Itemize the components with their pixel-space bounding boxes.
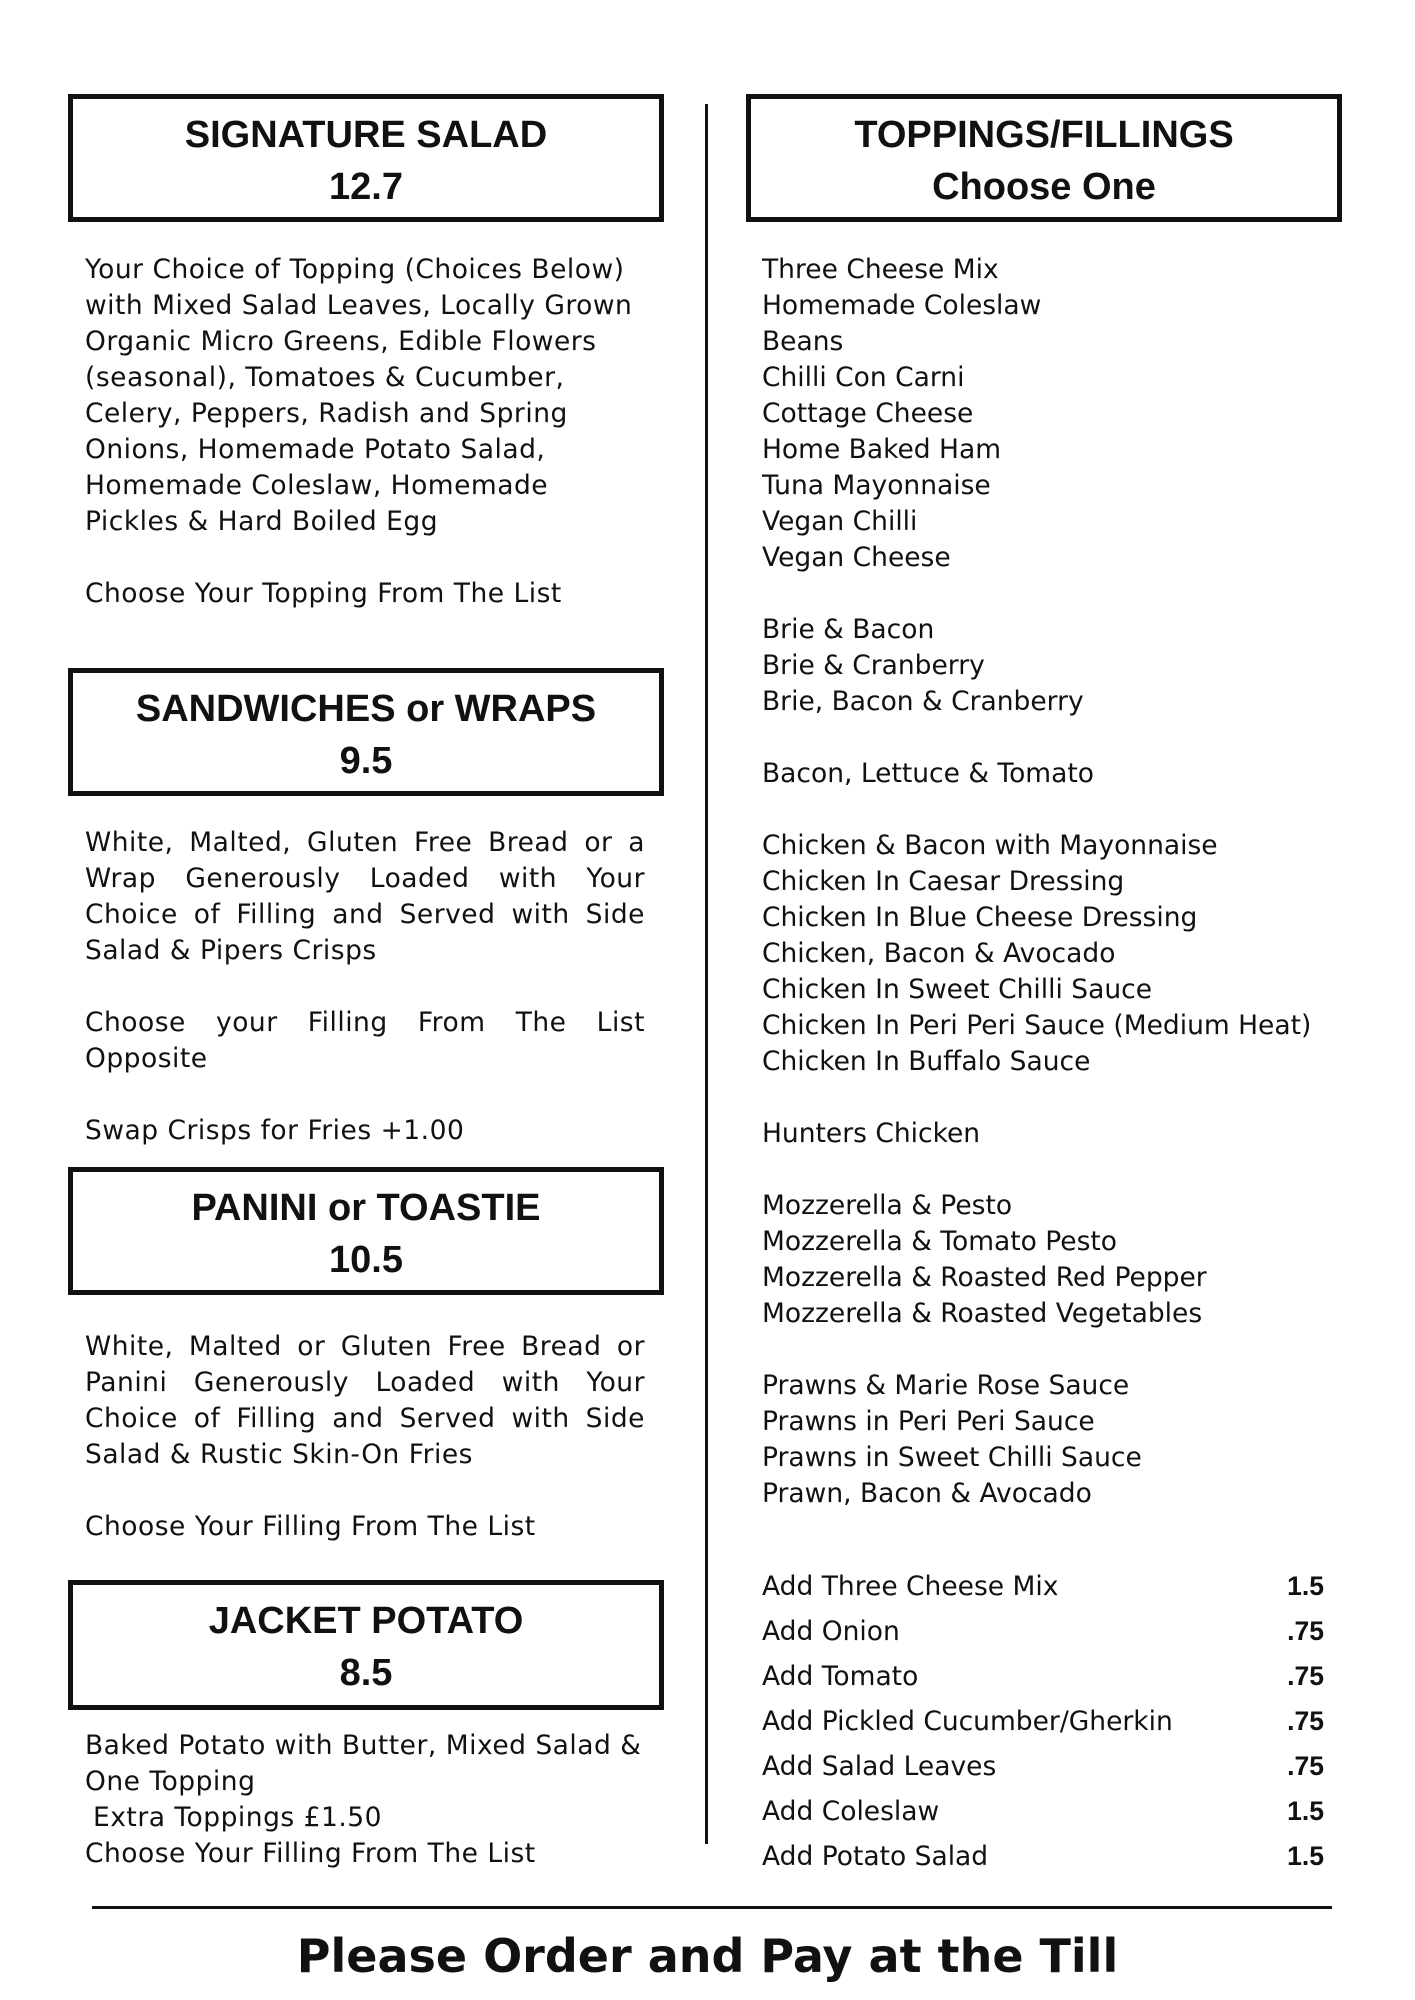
extra-label: Add Salad Leaves [762, 1751, 997, 1782]
extra-label: Add Potato Salad [762, 1841, 989, 1872]
extra-row [762, 1744, 1324, 1789]
extra-row [762, 1654, 1324, 1699]
signature-salad-title: SIGNATURE SALAD [184, 114, 548, 156]
list-item: Tuna Mayonnaise [762, 470, 991, 501]
swap-crisps-price: +1.00 [380, 1115, 465, 1146]
extras-list [762, 1564, 1324, 1879]
list-item: Chicken In Blue Cheese Dressing [762, 902, 1198, 933]
list-item: Hunters Chicken [762, 1118, 981, 1149]
toppings-header [746, 94, 1342, 222]
extra-price: .75 [1287, 1706, 1324, 1736]
signature-salad-price: 12.7 [329, 166, 403, 208]
list-item: Prawns & Marie Rose Sauce [762, 1370, 1130, 1401]
extra-row [762, 1789, 1324, 1834]
jacket-potato-title: JACKET POTATO [208, 1600, 524, 1642]
signature-salad-description: Your Choice of Topping (Choices Below) with Mixed Salad Leaves, Locally Grown Organic Micro Greens, Edible Flowers (seasonal), Tomatoes & Cucumber, Celery, Peppers, Radish and Spring Onions, Homemade Potato Salad, Homemade Coleslaw, Homemade Pickles & Hard Boiled Egg [85, 254, 633, 537]
sandwiches-title: SANDWICHES or WRAPS [135, 688, 597, 730]
swap-crisps-label: Swap Crisps for Fries [85, 1115, 372, 1146]
panini-header [68, 1167, 664, 1295]
panini-description: White, Malted or Gluten Free Bread or Panini Generously Loaded with Your Choice of Filling and Served with Side Salad & Rustic Skin-On Fries [85, 1331, 645, 1470]
extra-row [762, 1564, 1324, 1609]
extra-price: .75 [1287, 1661, 1324, 1691]
panini-description-block [85, 1329, 645, 1545]
jacket-potato-price: 8.5 [339, 1652, 393, 1694]
panini-title: PANINI or TOASTIE [191, 1187, 541, 1229]
signature-salad-header [68, 94, 664, 222]
swap-crisps-row [85, 1113, 645, 1149]
list-item: Vegan Cheese [762, 542, 951, 573]
jacket-potato-description-block [85, 1728, 645, 1872]
list-item: Chicken In Buffalo Sauce [762, 1046, 1091, 1077]
list-item: Beans [762, 326, 844, 357]
footer-divider [92, 1906, 1332, 1909]
extra-price: 1.5 [1287, 1571, 1324, 1601]
jacket-potato-header [68, 1580, 664, 1710]
list-item: Mozzerella & Roasted Vegetables [762, 1298, 1203, 1329]
list-item: Cottage Cheese [762, 398, 974, 429]
list-item: Chicken In Sweet Chilli Sauce [762, 974, 1153, 1005]
toppings-title: TOPPINGS/FILLINGS [854, 114, 1234, 156]
list-item: Prawns in Sweet Chilli Sauce [762, 1442, 1142, 1473]
list-item: Mozzerella & Pesto [762, 1190, 1013, 1221]
list-item: Bacon, Lettuce & Tomato [762, 758, 1094, 789]
extra-price: 1.5 [1287, 1796, 1324, 1826]
jacket-potato-description: Baked Potato with Butter, Mixed Salad & One Topping [85, 1730, 642, 1797]
extra-price: 1.5 [1287, 1841, 1324, 1871]
extra-price: .75 [1287, 1616, 1324, 1646]
list-item: Brie & Bacon [762, 614, 935, 645]
panini-price: 10.5 [329, 1239, 403, 1281]
signature-salad-description-block [85, 252, 645, 612]
toppings-subtitle: Choose One [932, 166, 1156, 208]
list-item: Prawns in Peri Peri Sauce [762, 1406, 1095, 1437]
sandwiches-description-block [85, 825, 645, 1149]
list-item: Chicken In Caesar Dressing [762, 866, 1125, 897]
list-item: Three Cheese Mix [762, 254, 999, 285]
list-item: Home Baked Ham [762, 434, 1002, 465]
jacket-potato-note: Choose Your Filling From The List [85, 1838, 536, 1869]
jacket-potato-extra: Extra Toppings £1.50 [93, 1802, 382, 1833]
list-item: Homemade Coleslaw [762, 290, 1042, 321]
sandwiches-description: White, Malted, Gluten Free Bread or a Wrap Generously Loaded with Your Choice of Filling and Served with Side Salad & Pipers Crisps [85, 827, 645, 966]
list-item: Chicken In Peri Peri Sauce (Medium Heat) [762, 1010, 1312, 1041]
extra-row [762, 1699, 1324, 1744]
extra-row [762, 1834, 1324, 1879]
list-item: Prawn, Bacon & Avocado [762, 1478, 1092, 1509]
extra-label: Add Pickled Cucumber/Gherkin [762, 1706, 1173, 1737]
list-item: Vegan Chilli [762, 506, 918, 537]
list-item: Mozzerella & Roasted Red Pepper [762, 1262, 1207, 1293]
signature-salad-note: Choose Your Topping From The List [85, 578, 562, 609]
extra-label: Add Onion [762, 1616, 900, 1647]
extra-row [762, 1609, 1324, 1654]
panini-note: Choose Your Filling From The List [85, 1511, 536, 1542]
footer-message: Please Order and Pay at the Till [296, 1929, 1119, 1983]
list-item: Chicken, Bacon & Avocado [762, 938, 1116, 969]
list-item: Mozzerella & Tomato Pesto [762, 1226, 1118, 1257]
list-item: Chilli Con Carni [762, 362, 965, 393]
list-item: Brie & Cranberry [762, 650, 985, 681]
sandwiches-header [68, 668, 664, 796]
extra-price: .75 [1287, 1751, 1324, 1781]
list-item: Brie, Bacon & Cranberry [762, 686, 1084, 717]
column-divider [705, 104, 708, 1844]
extra-label: Add Coleslaw [762, 1796, 940, 1827]
fillings-list [762, 252, 1322, 1512]
sandwiches-price: 9.5 [339, 740, 393, 782]
sandwiches-note: Choose your Filling From The List Opposite [85, 1007, 645, 1074]
extra-label: Add Tomato [762, 1661, 919, 1692]
extra-label: Add Three Cheese Mix [762, 1571, 1059, 1602]
list-item: Chicken & Bacon with Mayonnaise [762, 830, 1218, 861]
